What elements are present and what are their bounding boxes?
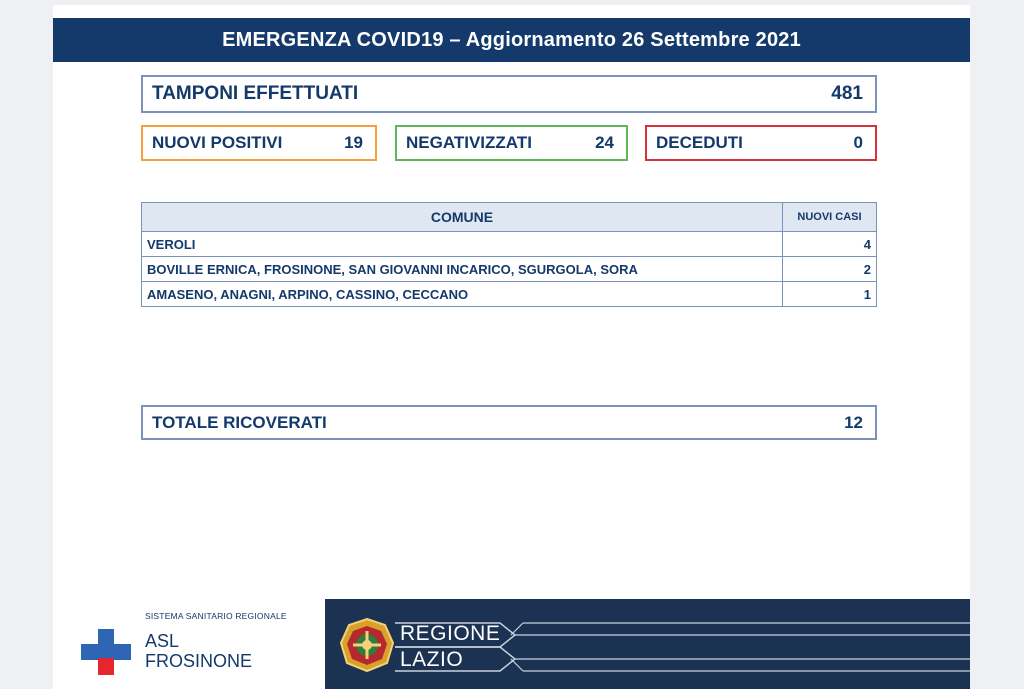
ricoverati-label: TOTALE RICOVERATI — [152, 412, 327, 432]
regione-lazio-banner — [325, 599, 970, 689]
asl-name-line2: FROSINONE — [145, 651, 253, 671]
row-casi: 4 — [783, 232, 877, 257]
negativizzati-label: NEGATIVIZZATI — [406, 133, 532, 152]
asl-cross-logo-icon — [81, 629, 131, 675]
row-comune: VEROLI — [142, 232, 783, 257]
asl-name — [145, 631, 252, 671]
table-row — [142, 257, 877, 282]
comuni-table — [141, 202, 877, 307]
row-casi: 2 — [783, 257, 877, 282]
regione-lazio-emblem-icon — [339, 617, 395, 673]
ricoverati-box — [141, 405, 877, 440]
negativizzati-value: 24 — [595, 133, 614, 152]
negativizzati-box — [395, 125, 628, 161]
bulletin-sheet — [53, 5, 970, 689]
deceduti-value: 0 — [853, 133, 863, 152]
row-casi: 1 — [783, 282, 877, 307]
page-title: EMERGENZA COVID19 – Aggiornamento 26 Settembre 2021 — [53, 18, 970, 62]
table-header-row — [142, 203, 877, 232]
ricoverati-value: 12 — [844, 412, 863, 432]
nuovi-positivi-value: 19 — [344, 133, 363, 152]
asl-name-line1: ASL — [145, 631, 180, 651]
regione-name — [400, 621, 500, 673]
table-row — [142, 232, 877, 257]
regione-name-line2: LAZIO — [400, 648, 464, 671]
deceduti-label: DECEDUTI — [656, 133, 743, 152]
asl-logo — [79, 601, 329, 689]
tamponi-value: 481 — [831, 83, 863, 104]
row-comune: AMASENO, ANAGNI, ARPINO, CASSINO, CECCANO — [142, 282, 783, 307]
row-comune: BOVILLE ERNICA, FROSINONE, SAN GIOVANNI INCARICO, SGURGOLA, SORA — [142, 257, 783, 282]
tamponi-box — [141, 75, 877, 113]
header-comune: COMUNE — [142, 203, 783, 232]
tamponi-label: TAMPONI EFFETTUATI — [152, 83, 359, 104]
table-row — [142, 282, 877, 307]
header-nuovi-casi: NUOVI CASI — [783, 203, 877, 232]
regione-name-line1: REGIONE — [400, 622, 501, 645]
asl-system-label: SISTEMA SANITARIO REGIONALE — [145, 611, 287, 621]
deceduti-box — [645, 125, 877, 161]
nuovi-positivi-label: NUOVI POSITIVI — [152, 133, 283, 152]
nuovi-positivi-box — [141, 125, 377, 161]
